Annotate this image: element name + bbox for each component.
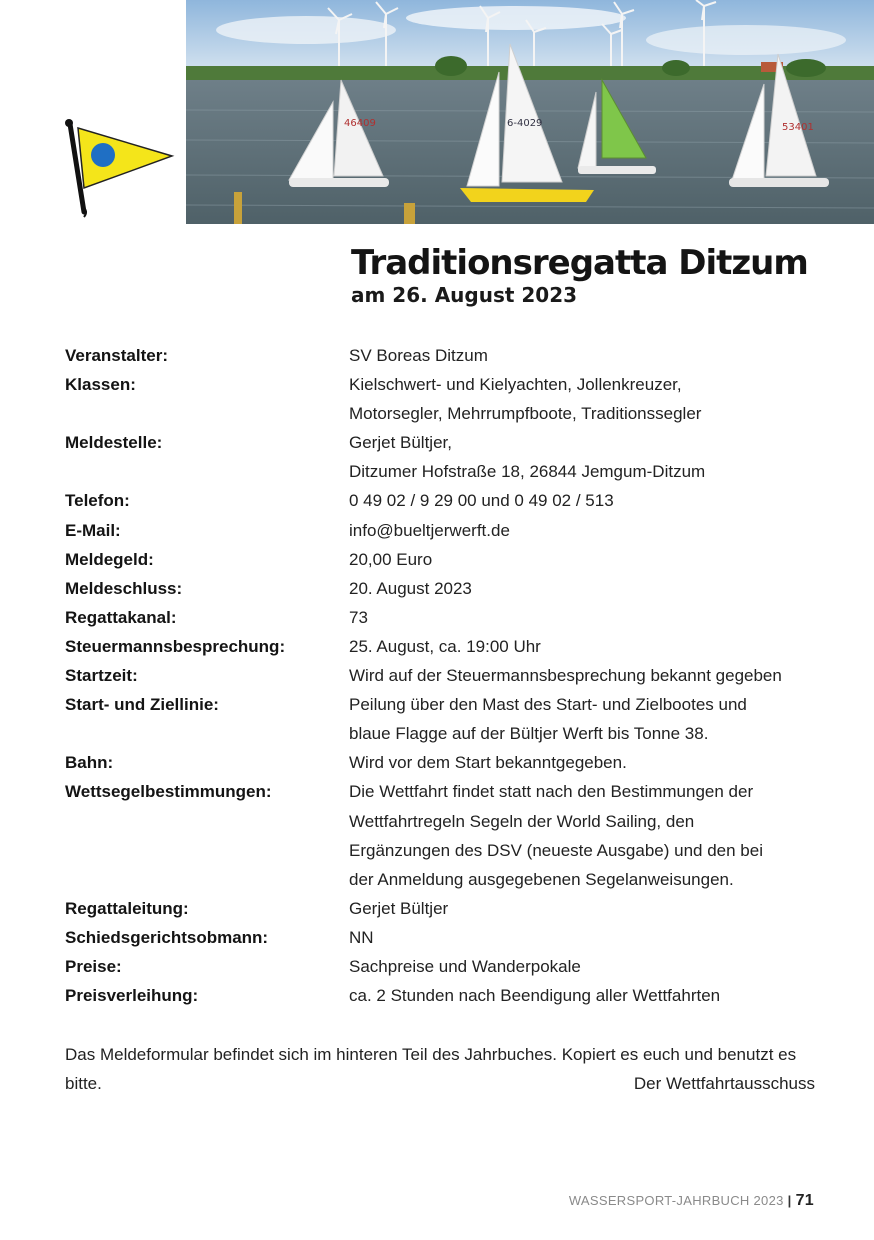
detail-value: [349, 370, 825, 428]
detail-value-line: ca. 2 Stunden nach Beendigung aller Wettfahrten: [349, 986, 721, 1006]
details-list: [65, 341, 825, 1010]
detail-value: [349, 545, 825, 574]
detail-value-line: der Anmeldung ausgegebenen Segelanweisungen.: [349, 869, 734, 889]
detail-value: [349, 574, 825, 603]
detail-value: [349, 894, 825, 923]
detail-row: [65, 545, 825, 574]
detail-value-line: 73: [349, 607, 368, 627]
detail-value-line: Ditzumer Hofstraße 18, 26844 Jemgum-Ditzum: [349, 462, 706, 482]
page-title: Traditionsregatta Ditzum: [351, 243, 808, 283]
note-signature: Der Wettfahrtausschuss: [633, 1074, 815, 1093]
detail-label: Steuermannsbesprechung:: [65, 636, 286, 656]
detail-label: Klassen:: [65, 375, 136, 395]
detail-value-line: blaue Flagge auf der Bültjer Werft bis Tonne 38.: [349, 724, 709, 744]
detail-label: Preise:: [65, 956, 122, 976]
detail-label: E-Mail:: [65, 520, 121, 540]
detail-label: Meldeschluss:: [65, 578, 183, 598]
detail-label: Regattaleitung:: [65, 898, 189, 918]
detail-value-line: Wird vor dem Start bekanntgegeben.: [349, 753, 627, 773]
detail-value: [349, 748, 825, 777]
detail-value-line: Sachpreise und Wanderpokale: [349, 956, 581, 976]
note: [65, 1040, 815, 1098]
detail-label: Meldestelle:: [65, 433, 163, 453]
title-block: [351, 242, 808, 307]
detail-row: [65, 952, 825, 981]
detail-value-line: Gerjet Bültjer,: [349, 433, 452, 453]
detail-value-line: Gerjet Bültjer: [349, 898, 449, 918]
detail-label: Regattakanal:: [65, 607, 177, 627]
event-date: am 26. August 2023: [351, 283, 578, 307]
detail-row: [65, 777, 825, 893]
detail-label: Start- und Ziellinie:: [65, 695, 219, 715]
detail-row: [65, 486, 825, 515]
detail-value-line: Kielschwert- und Kielyachten, Jollenkreuzer,: [349, 375, 682, 395]
detail-value-line: 20,00 Euro: [349, 549, 433, 569]
detail-row: [65, 661, 825, 690]
detail-value-line: SV Boreas Ditzum: [349, 346, 488, 365]
detail-value: [349, 952, 825, 981]
page-number: 71: [795, 1192, 814, 1209]
detail-label: Telefon:: [65, 491, 130, 511]
detail-value-line: NN: [349, 927, 374, 947]
detail-value-line: Wettfahrtregeln Segeln der World Sailing, den: [349, 811, 695, 831]
detail-value: [349, 603, 825, 632]
detail-row: [65, 574, 825, 603]
detail-row: [65, 923, 825, 952]
detail-value: [349, 632, 825, 661]
note-text: Das Meldeformular befindet sich im hinteren Teil des Jahrbuches. Kopiert es euch und benutzt es bitte.: [65, 1045, 797, 1093]
detail-value: [349, 428, 825, 486]
detail-value-line: Wird auf der Steuermannsbesprechung bekannt gegeben: [349, 666, 782, 686]
detail-value-line: Ergänzungen des DSV (neueste Ausgabe) und den bei: [349, 840, 763, 860]
footer-separator: |: [787, 1193, 792, 1208]
publication-name: WASSERSPORT-JAHRBUCH 2023: [568, 1193, 784, 1208]
detail-value-line: Motorsegler, Mehrrumpfboote, Traditionssegler: [349, 404, 702, 424]
detail-value: [349, 341, 825, 370]
detail-row: [65, 690, 825, 748]
detail-row: [65, 894, 825, 923]
detail-row: [65, 981, 825, 1010]
detail-label: Meldegeld:: [65, 549, 154, 569]
detail-value: [349, 486, 825, 515]
detail-value: [349, 516, 825, 545]
detail-label: Bahn:: [65, 753, 114, 773]
detail-value: [349, 981, 825, 1010]
detail-label: Preisverleihung:: [65, 986, 199, 1006]
sail-number: 53401: [782, 122, 814, 133]
regatta-photo: [186, 0, 874, 224]
detail-label: Veranstalter:: [65, 346, 168, 365]
detail-value-line: Peilung über den Mast des Start- und Zielbootes und: [349, 695, 747, 715]
detail-value-line: Die Wettfahrt findet statt nach den Bestimmungen der: [349, 782, 754, 802]
detail-label: Startzeit:: [65, 666, 138, 686]
sail-number: 46409: [344, 118, 376, 129]
detail-value-line: 20. August 2023: [349, 578, 472, 598]
detail-row: [65, 516, 825, 545]
club-burgee-icon: [58, 116, 176, 220]
detail-label: Schiedsgerichtsobmann:: [65, 927, 269, 947]
detail-row: [65, 632, 825, 661]
page-footer: [569, 1192, 814, 1210]
detail-value-line: 25. August, ca. 19:00 Uhr: [349, 636, 541, 656]
detail-row: [65, 603, 825, 632]
detail-row: [65, 428, 825, 486]
detail-value: [349, 690, 825, 748]
detail-value: [349, 777, 825, 893]
detail-label: Wettsegelbestimmungen:: [65, 782, 272, 802]
detail-value: [349, 661, 825, 690]
detail-row: [65, 748, 825, 777]
detail-row: [65, 341, 825, 370]
detail-value: [349, 923, 825, 952]
detail-value-line: info@bueltjerwerft.de: [349, 520, 510, 540]
sail-number: 6-4029: [507, 118, 543, 129]
detail-value-line: 0 49 02 / 9 29 00 und 0 49 02 / 513: [349, 491, 614, 511]
detail-row: [65, 370, 825, 428]
